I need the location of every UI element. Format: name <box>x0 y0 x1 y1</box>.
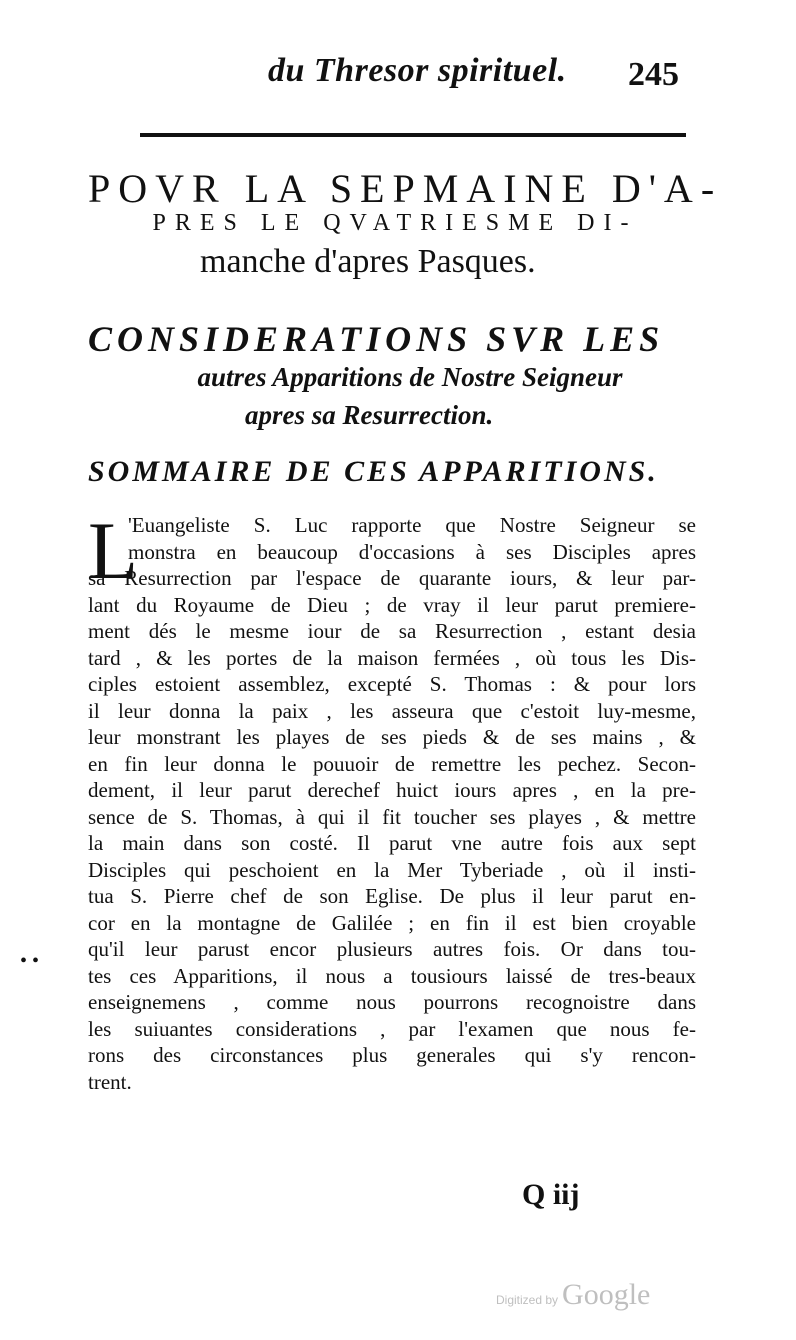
text-line: en fin leur donna le pouuoir de remettre les pechez. Secon- <box>88 751 696 776</box>
drop-cap: L <box>88 505 139 596</box>
text-line: tua S. Pierre chef de son Eglise. De plus il leur parut en- <box>88 884 696 908</box>
text-line: 'Euangeliste S. Luc rapporte que Nostre Seigneur se <box>128 513 696 537</box>
signature-mark: Q iij <box>522 1178 580 1211</box>
considerations-title-line-1: CONSIDERATIONS SVR LES <box>88 319 665 359</box>
text-line: tard , & les portes de la maison fermées , où tous les Dis- <box>88 645 696 670</box>
summary-heading: SOMMAIRE DE CES APPARITIONS. <box>88 455 659 488</box>
watermark-prefix: Digitized by <box>496 1293 559 1307</box>
text-line: dement, il leur parut derechef huict iours apres , en la pre- <box>88 778 696 802</box>
section-title-line-1: POVR LA SEPMAINE D'A- <box>88 166 723 211</box>
text-line: il leur donna la paix , les asseura que c'estoit luy-mesme, <box>88 698 696 723</box>
text-line: la main dans son costé. Il parut vne autre fois aux sept <box>88 831 696 855</box>
text-line: monstra en beaucoup d'occasions à ses Disciples apres <box>128 539 696 564</box>
watermark-brand: Google <box>562 1278 651 1311</box>
text-line: ment dés le mesme iour de sa Resurrection , estant desia <box>88 619 696 643</box>
considerations-title-line-2: autres Apparitions de Nostre Seigneur <box>197 362 623 392</box>
text-line: tes ces Apparitions, il nous a tousiours laissé de tres-beaux <box>88 963 696 988</box>
text-line: rons des circonstances plus generales qui s'y rencon- <box>88 1043 696 1067</box>
text-line: Disciples qui peschoient en la Mer Tyberiade , où il insti- <box>88 857 696 882</box>
text-line: sa Resurrection par l'espace de quarante iours, & leur par- <box>88 566 696 590</box>
text-line: enseignemens , comme nous pourrons recognoistre dans <box>88 990 696 1014</box>
running-header-title: du Thresor spirituel. <box>268 52 567 89</box>
text-line: trent. <box>88 1069 132 1094</box>
text-line: sence de S. Thomas, à qui il fit toucher ses playes , & mettre <box>88 804 696 829</box>
page-number: 245 <box>628 56 679 93</box>
header-rule <box>140 133 686 137</box>
text-line: cor en la montagne de Galilée ; en fin il est bien croyable <box>88 910 696 935</box>
text-line: leur monstrant les playes de ses pieds & de ses mains , & <box>88 725 696 749</box>
body-text <box>88 505 696 1095</box>
digitized-watermark <box>496 1278 666 1312</box>
section-title-line-2: PRES LE QVATRIESME DI- <box>152 210 638 236</box>
text-line: ciples estoient assemblez, excepté S. Thomas : & pour lors <box>88 672 696 696</box>
text-line: les suiuantes considerations , par l'examen que nous fe- <box>88 1016 696 1041</box>
text-line: qu'il leur parust encor plusieurs autres fois. Or dans tou- <box>88 937 696 961</box>
margin-ink-dots: • • <box>20 950 40 972</box>
considerations-title-line-3: apres sa Resurrection. <box>245 400 494 430</box>
section-title-line-3: manche d'apres Pasques. <box>200 243 536 280</box>
text-line: lant du Royaume de Dieu ; de vray il leur parut premiere- <box>88 592 696 617</box>
